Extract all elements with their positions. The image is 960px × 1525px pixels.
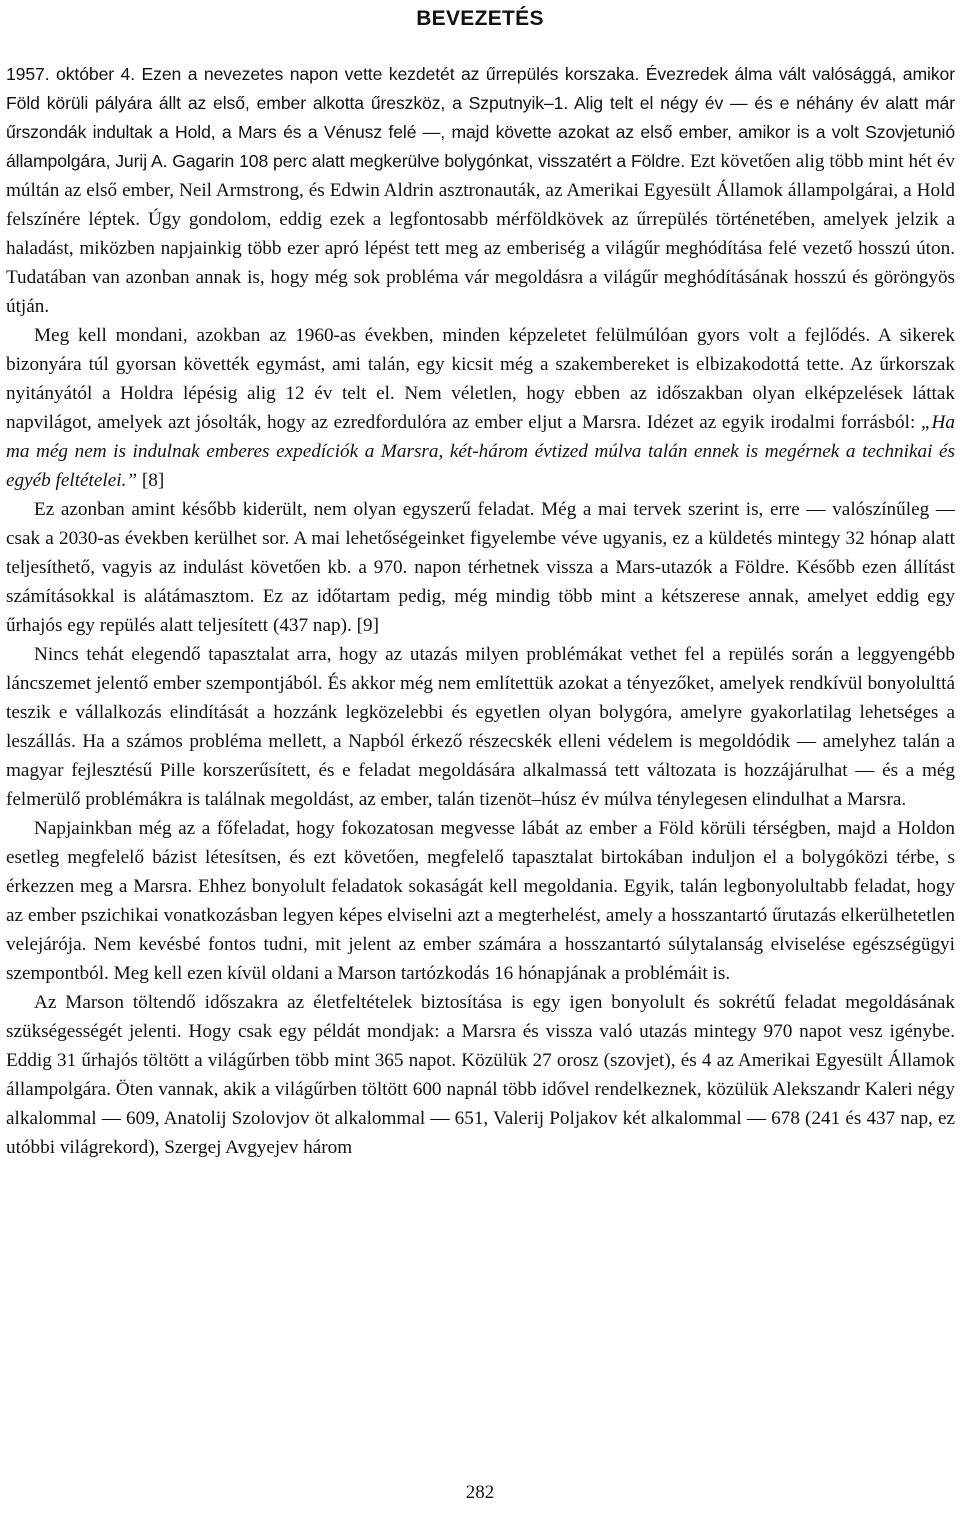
paragraph-4: Nincs tehát elegendő tapasztalat arra, hogy az utazás milyen problémákat vethet fel a repülés során a leggyengébb láncszemet jelentő ember szempontjából. És akkor még nem említettük azokat a tényezőket, amelyek rendkívül bonyolulttá teszik e vállalkozás elindítását a hozzánk legközelebbi és egyetlen olyan bolygóra, amelyre gyakorlatilag lehetséges a leszállás. Ha a számos probléma mellett, a Napból érkező részecskék elleni védelem is megoldódik — amelyhez talán a magyar fejlesztésű Pille korszerűsített, és e feladat megoldására alkalmassá tett változata is hozzájárulhat — és a még felmerülő problémákra is találnak megoldást, az ember, talán tizenöt–húsz év múlva ténylegesen elindulhat a Marsra. <box>6 644 955 810</box>
body-text <box>6 60 955 1162</box>
paragraph-2 <box>6 321 955 495</box>
paragraph-1 <box>6 60 955 321</box>
paragraph-5: Napjainkban még az a főfeladat, hogy fokozatosan megvesse lábát az ember a Föld körüli térségben, majd a Holdon esetleg megfelelő bázist létesítsen, és ezt követően, megfelelő tapasztalat birtokában induljon el a bolygóközi térbe, s érkezzen meg a Marsra. Ehhez bonyolult feladatok sokaságát kell megoldania. Egyik, talán legbonyolultabb feladat, hogy az ember pszichikai vonatkozásban legyen képes elviselni azt a megterhelést, amely a hosszantartó űrutazás elkerülhetetlen velejárója. Nem kevésbé fontos tudni, mit jelent az ember számára a hosszantartó súlytalanság elviselése egészségügyi szempontból. Meg kell ezen kívül oldani a Marson tartózkodás 16 hónapjának a problémáit is. <box>6 818 955 984</box>
page-title: BEVEZETÉS <box>416 7 544 30</box>
quotation: „Ha ma még nem is indulnak emberes expedíciók a Marsra, két-három évtized múlva talán ennek is megérnek a technikai és egyéb feltételei.” <box>6 412 955 491</box>
paragraph-2-text: Meg kell mondani, azokban az 1960-as években, minden képzeletet felülmúlóan gyors volt a fejlődés. A sikerek bizonyára túl gyorsan követték egymást, ami talán, egy kicsit még a szakembereket is elbizakodottá tette. Az űrkorszak nyitányától a Holdra lépésig alig 12 év telt el. Nem véletlen, hogy ebben az időszakban olyan elképzelések láttak napvilágot, amelyek azt jósolták, hogy az ezredfordulóra az ember eljut a Marsra. Idézet az egyik irodalmi forrásból: <box>6 325 955 433</box>
paragraph-3: Ez azonban amint később kiderült, nem olyan egyszerű feladat. Még a mai tervek szerint is, erre — valószínűleg — csak a 2030-as években kerülhet sor. A mai lehetőségeinket figyelembe véve ugyanis, ez a küldetés mintegy 32 hónap alatt teljesíthető, vagyis az indulást követően kb. a 970. napon térhetnek vissza a Mars-utazók a Földre. Később ezen állítást számításokkal is alátámasztom. Ez az időtartam pedig, még mindig több mint a kétszerese annak, amelyet eddig egy űrhajós egy repülés alatt teljesített (437 nap). [9] <box>6 499 955 636</box>
paragraph-1-sentence-serif: Ezt követően alig több mint hét év múltán az első ember, Neil Armstrong, és Edwin Aldrin asztronauták, az Amerikai Egyesült Államok állampolgárai, a Hold felszínére léptek. Úgy gondolom, eddig ezek a legfontosabb mérföldkövek az űrrepülés történetében, amelyek jelzik a haladást, miközben napjainkig több ezer apró lépést tett meg az emberiség a világűr meghódítása felé vezető hosszú úton. Tudatában van azonban annak is, hogy még sok probléma vár megoldásra a világűr meghódításának hosszú és göröngyös útján. <box>6 151 956 317</box>
paragraph-1-sentence-sans: 1957. október 4. Ezen a nevezetes napon vette kezdetét az űrrepülés korszaka. Évezredek álma vált valósággá, amikor Föld körüli pályára állt az első, ember alkotta űreszköz, a Szputnyik–1. Alig telt el négy év — és e néhány év alatt már űrszondák indultak a Hold, a Mars és a Vénusz felé —, majd követte azokat az első ember, amikor is a volt Szovjetunió állampolgára, Jurij A. Gagarin 108 perc alatt megkerülve bolygónkat, visszatért a Földre. <box>6 64 955 171</box>
paragraph-6: Az Marson töltendő időszakra az életfeltételek biztosítása is egy igen bonyolult és sokrétű feladat megoldásának szükségességét jelenti. Hogy csak egy példát mondjak: a Marsra és vissza való utazás mintegy 970 napot vesz igénybe. Eddig 31 űrhajós töltött a világűrben több mint 365 napot. Közülük 27 orosz (szovjet), és 4 az Amerikai Egyesült Államok állampolgára. Öten vannak, akik a világűrben töltött 600 napnál több idővel rendelkeznek, közülük Alekszandr Kaleri négy alkalommal — 609, Anatolij Szolovjov öt alkalommal — 651, Valerij Poljakov két alkalommal — 678 (241 és 437 nap, ez utóbbi világrekord), Szergej Avgyejev három <box>6 992 955 1158</box>
page-number: 282 <box>465 1482 495 1503</box>
citation-reference: [8] <box>137 470 165 491</box>
